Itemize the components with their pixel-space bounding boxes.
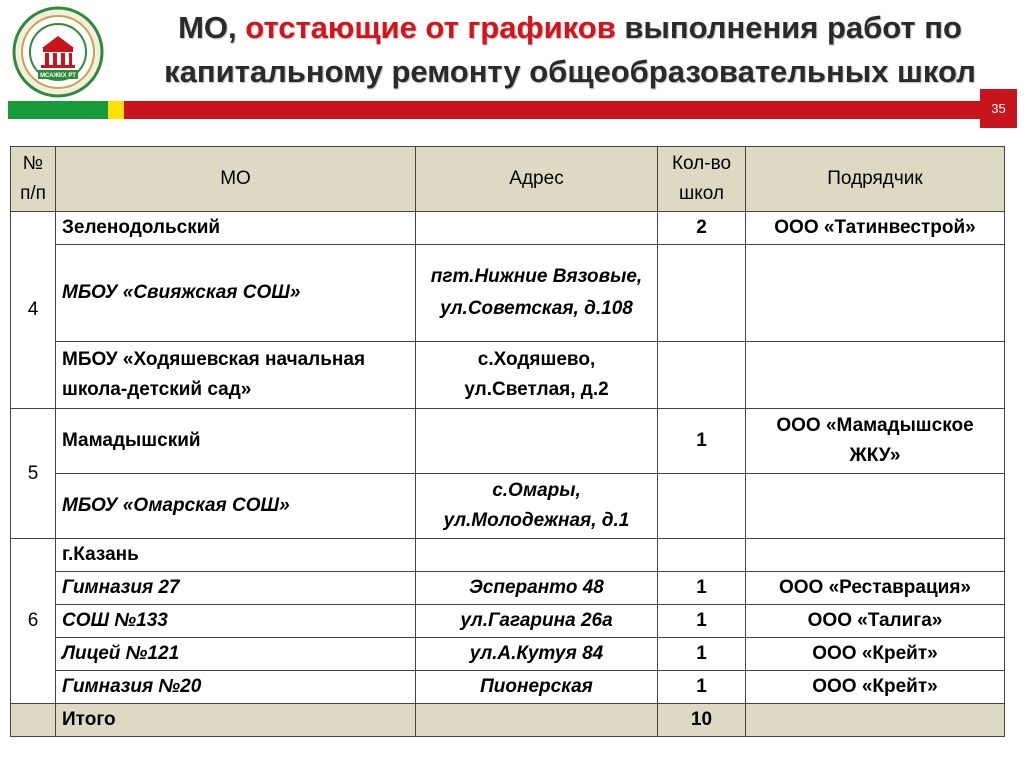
schools-table — [10, 146, 1005, 737]
cell-count: 1 — [658, 605, 746, 638]
cell-mo: МБОУ «Ходяшевская начальная школа-детский сад» — [56, 342, 416, 409]
ministry-logo — [12, 6, 104, 98]
header-count: Кол-во школ — [658, 147, 746, 212]
header-num: № п/п — [11, 147, 56, 212]
table-header-row — [11, 147, 1005, 212]
table-row — [11, 638, 1005, 671]
cell-address: Пионерская — [416, 671, 658, 704]
cell-address — [416, 409, 658, 474]
header-contractor: Подрядчик — [746, 147, 1005, 212]
bar-yellow-segment — [108, 101, 124, 119]
cell-contractor: ООО «Крейт» — [746, 671, 1005, 704]
bar-green-segment — [8, 101, 108, 119]
cell-count — [658, 342, 746, 409]
cell-address: пгт.Нижние Вязовые, ул.Советская, д.108 — [416, 245, 658, 342]
table-row — [11, 342, 1005, 409]
cell-mo: Гимназия 27 — [56, 572, 416, 605]
cell-address: с.Ходяшево, ул.Светлая, д.2 — [416, 342, 658, 409]
table-row — [11, 245, 1005, 342]
cell-mo: Мамадышский — [56, 409, 416, 474]
cell-count — [658, 474, 746, 539]
cell-count: 1 — [658, 572, 746, 605]
table-row — [11, 409, 1005, 474]
cell-count: 1 — [658, 671, 746, 704]
table-row — [11, 212, 1005, 245]
cell-contractor: ООО «Татинвестрой» — [746, 212, 1005, 245]
cell-address — [416, 539, 658, 572]
total-row — [11, 704, 1005, 737]
cell-mo: МБОУ «Свияжская СОШ» — [56, 245, 416, 342]
cell-contractor — [746, 539, 1005, 572]
table-row — [11, 474, 1005, 539]
cell-address: с.Омары, ул.Молодежная, д.1 — [416, 474, 658, 539]
table-row — [11, 605, 1005, 638]
page-title — [120, 6, 1020, 94]
cell-count: 2 — [658, 212, 746, 245]
header-mo: МО — [56, 147, 416, 212]
total-empty-cell — [11, 704, 56, 737]
cell-address: Эсперанто 48 — [416, 572, 658, 605]
table-row — [11, 572, 1005, 605]
cell-contractor — [746, 474, 1005, 539]
page-number: 35 — [980, 89, 1017, 128]
cell-count: 1 — [658, 409, 746, 474]
cell-contractor: ООО «Реставрация» — [746, 572, 1005, 605]
cell-mo: Лицей №121 — [56, 638, 416, 671]
title-part1: МО, — [178, 10, 246, 45]
table-row — [11, 671, 1005, 704]
cell-mo: Зеленодольский — [56, 212, 416, 245]
cell-address — [416, 212, 658, 245]
cell-count — [658, 539, 746, 572]
cell-mo: Гимназия №20 — [56, 671, 416, 704]
cell-count: 1 — [658, 638, 746, 671]
cell-contractor: ООО «Талига» — [746, 605, 1005, 638]
logo-text: МСАЖКХ РТ — [40, 73, 76, 79]
cell-mo: г.Казань — [56, 539, 416, 572]
cell-count — [658, 245, 746, 342]
total-count: 10 — [658, 704, 746, 737]
total-address-cell — [416, 704, 658, 737]
row-num: 5 — [11, 409, 56, 539]
row-num: 6 — [11, 539, 56, 704]
title-accent: отстающие от графиков — [245, 10, 616, 45]
bar-red-segment — [124, 101, 980, 119]
total-label: Итого — [56, 704, 416, 737]
cell-mo: СОШ №133 — [56, 605, 416, 638]
cell-contractor — [746, 245, 1005, 342]
title-part2: выполнения работ по капитальному ремонту общеобразовательных школ — [164, 10, 976, 89]
header-address: Адрес — [416, 147, 658, 212]
cell-mo: МБОУ «Омарская СОШ» — [56, 474, 416, 539]
total-contractor-cell — [746, 704, 1005, 737]
ministry-emblem-icon — [12, 6, 104, 98]
cell-contractor: ООО «Крейт» — [746, 638, 1005, 671]
cell-address: ул.А.Кутуя 84 — [416, 638, 658, 671]
cell-address: ул.Гагарина 26а — [416, 605, 658, 638]
row-num: 4 — [11, 212, 56, 409]
cell-contractor — [746, 342, 1005, 409]
table-row — [11, 539, 1005, 572]
cell-contractor: ООО «Мамадышское ЖКУ» — [746, 409, 1005, 474]
